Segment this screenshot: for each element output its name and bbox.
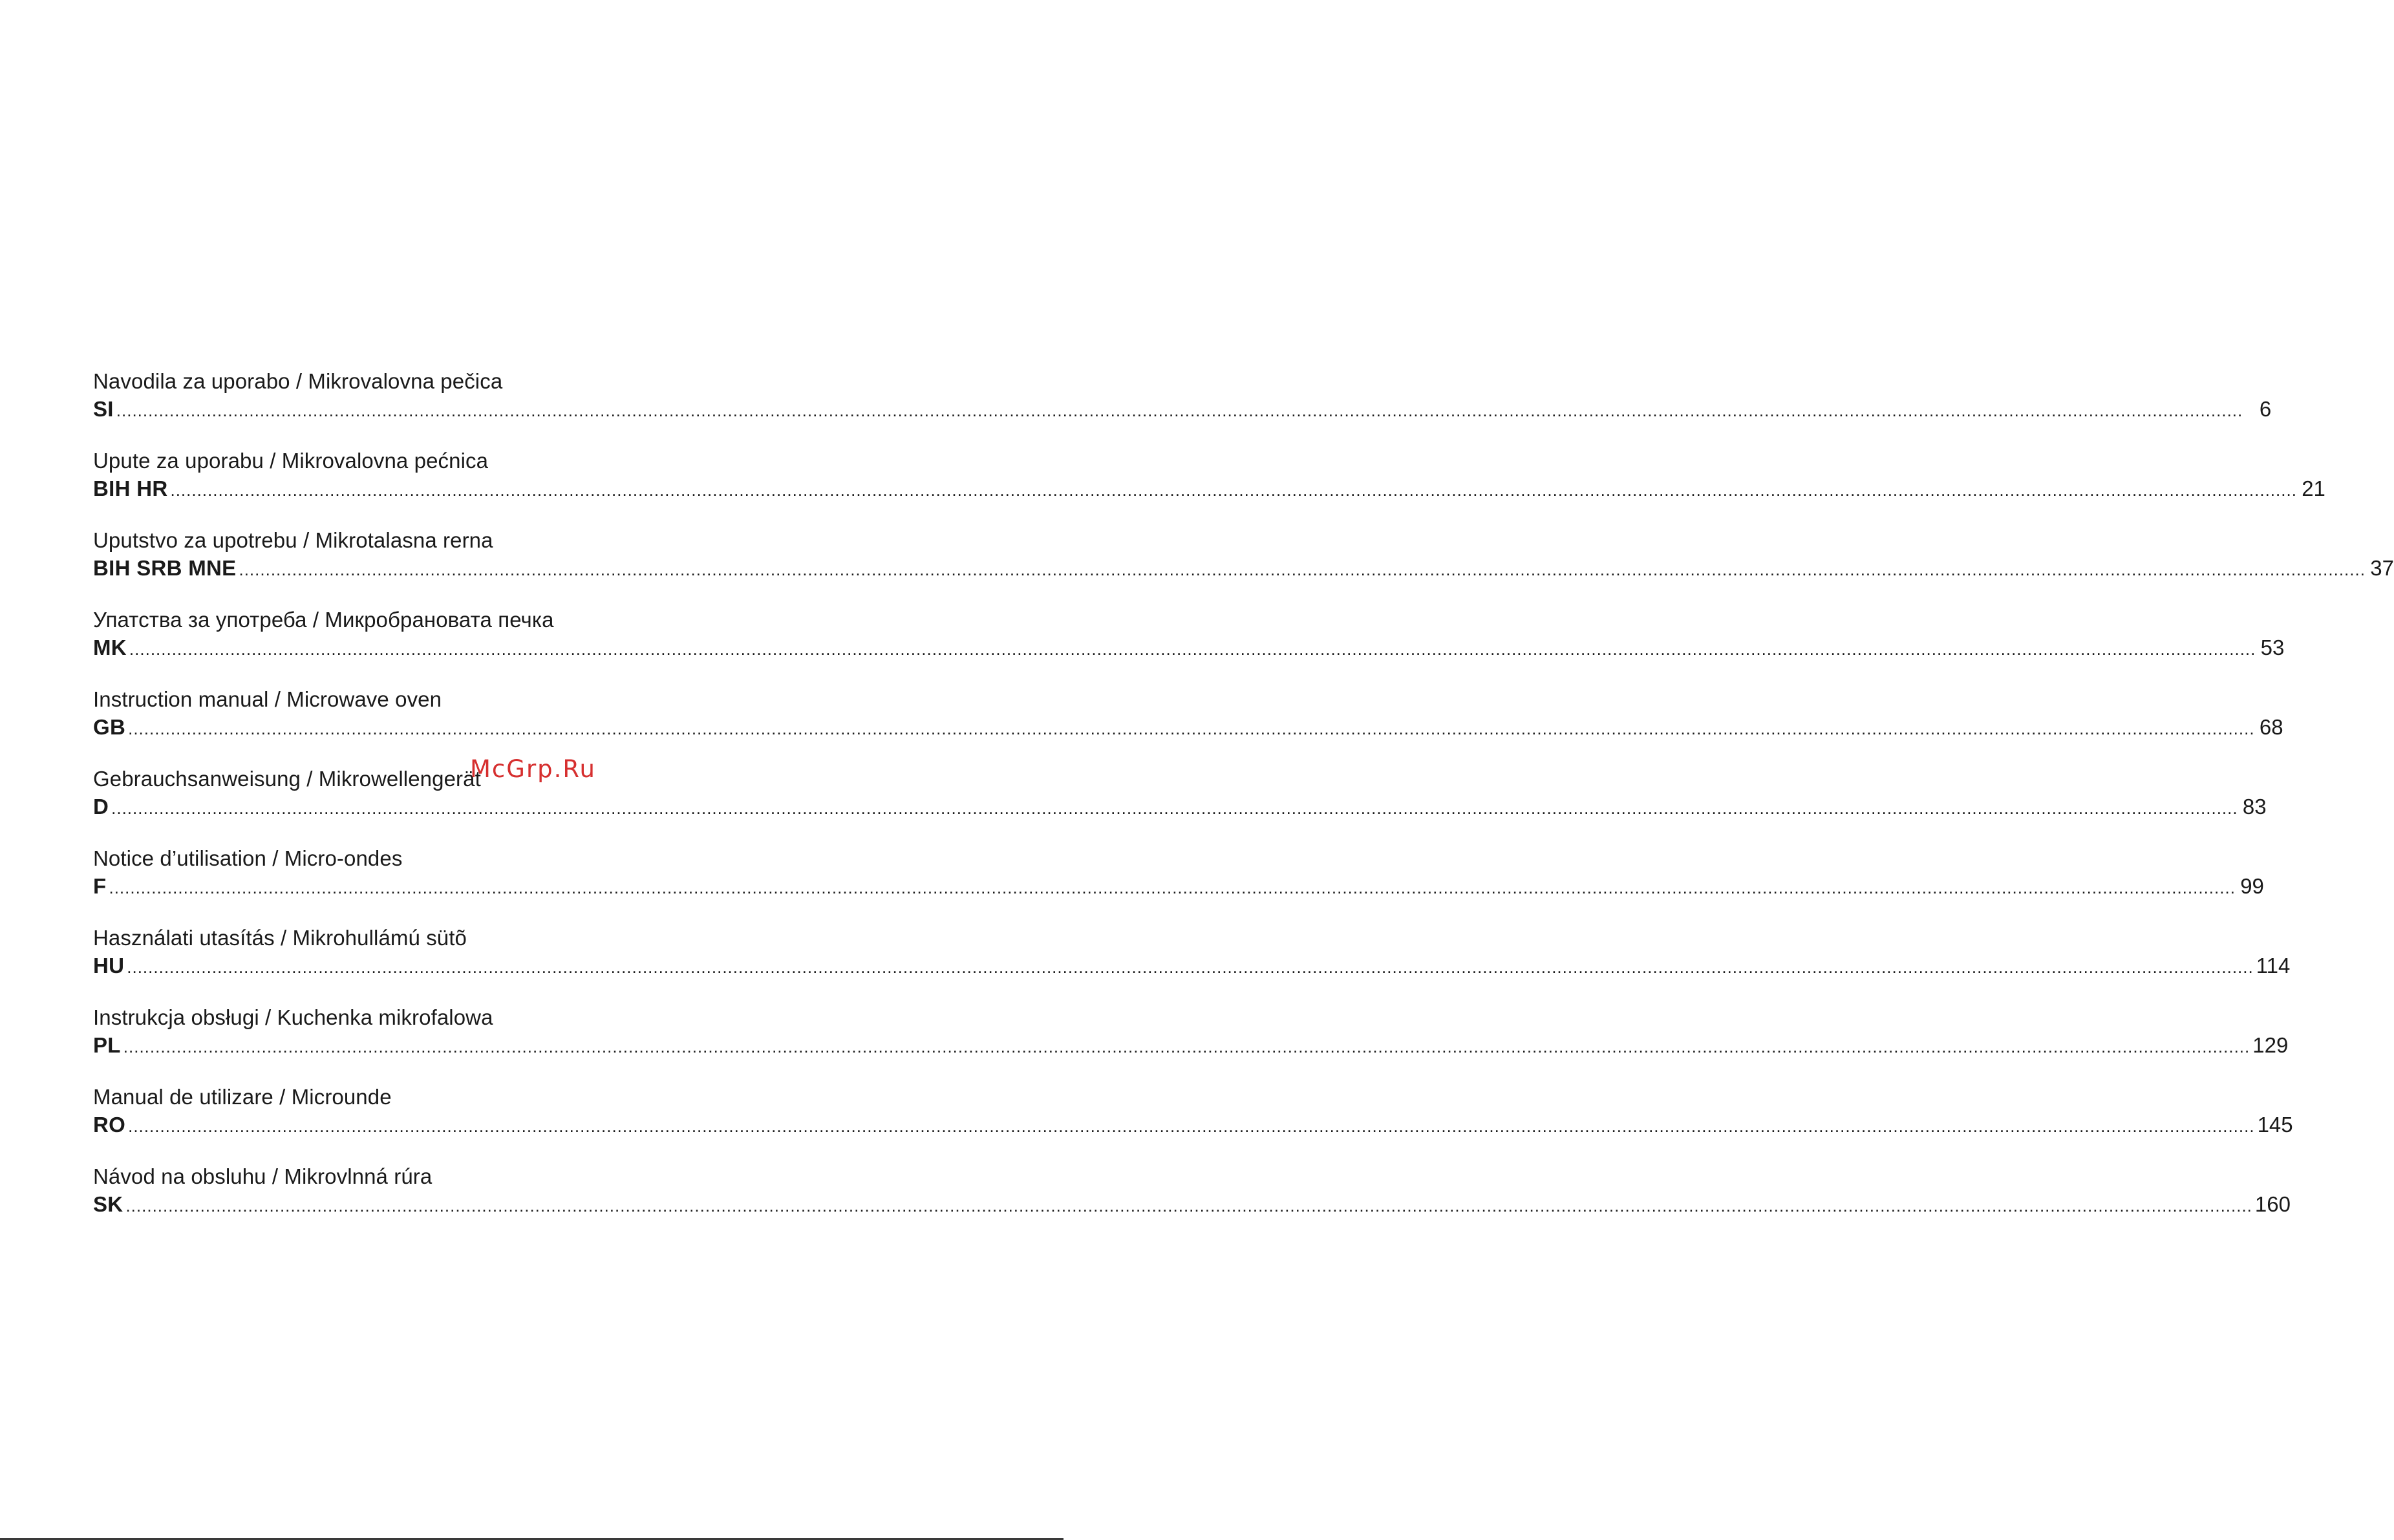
toc-entry-title: Manual de utilizare / Microunde xyxy=(93,1085,392,1109)
toc-entry-line xyxy=(93,1032,2289,1058)
toc-entry-line xyxy=(93,1192,2291,1217)
toc-entry[interactable] xyxy=(93,604,2285,684)
toc-entry-line xyxy=(93,873,2264,899)
toc-entry-dot-leader: ................................................................................................................................................................................................................................................................................................................................................................................................................ xyxy=(116,401,2243,420)
toc-entry-language-code: MK xyxy=(93,636,127,659)
toc-entry[interactable] xyxy=(93,525,2394,604)
toc-entry-page-number: 145 xyxy=(2257,1113,2293,1137)
toc-entry-title: Navodila za uporabo / Mikrovalovna pečica xyxy=(93,369,503,393)
toc-entry-title: Упатства за употреба / Микробрановата печка xyxy=(93,608,554,632)
toc-entry-line xyxy=(93,396,2272,422)
toc-entry-page-number: 129 xyxy=(2252,1033,2289,1057)
toc-entry-page-number: 68 xyxy=(2259,715,2283,739)
toc-entry-title: Notice d’utilisation / Micro-ondes xyxy=(93,846,403,870)
toc-entry-line xyxy=(93,794,2267,820)
toc-entry-line xyxy=(93,953,2291,979)
toc-entry-title: Gebrauchsanweisung / Mikrowellengerät xyxy=(93,767,481,791)
toc-entry[interactable] xyxy=(93,1002,2289,1082)
toc-entry[interactable] xyxy=(93,1082,2293,1161)
toc-entry-page-number: 37 xyxy=(2370,556,2394,580)
toc-entry-page-number: 160 xyxy=(2254,1192,2291,1216)
toc-entry-dot-leader: ................................................................................................................................................................................................................................................................................................................................................................................................................ xyxy=(128,1117,2255,1136)
toc-entry[interactable] xyxy=(93,684,2283,764)
toc-entry-dot-leader: ................................................................................................................................................................................................................................................................................................................................................................................................................ xyxy=(123,1037,2250,1056)
toc-entry-line xyxy=(93,635,2285,661)
toc-entry[interactable] xyxy=(93,445,2325,525)
toc-entry-language-code: SK xyxy=(93,1192,123,1216)
toc-entry-line xyxy=(93,714,2283,740)
toc-entry[interactable] xyxy=(93,843,2264,923)
toc-entry-title: Upute za uporabu / Mikrovalovna pećnica xyxy=(93,449,489,473)
toc-entry-title: Instrukcja obsługi / Kuchenka mikrofalowa xyxy=(93,1005,493,1029)
toc-entry-language-code: BIH HR xyxy=(93,476,168,500)
toc-entry-title: Instruction manual / Microwave oven xyxy=(93,687,442,711)
toc-entry-title: Návod na obsluhu / Mikrovlnná rúra xyxy=(93,1164,433,1188)
toc-entry-page-number: 99 xyxy=(2240,874,2264,898)
toc-entry-dot-leader: ................................................................................................................................................................................................................................................................................................................................................................................................................ xyxy=(127,957,2254,977)
toc-entry[interactable] xyxy=(93,1161,2291,1241)
toc-entry-language-code: PL xyxy=(93,1033,121,1057)
toc-entry-language-code: D xyxy=(93,795,109,818)
toc-entry[interactable] xyxy=(93,366,2272,445)
toc-entry-line xyxy=(93,476,2325,502)
toc-entry-line xyxy=(93,555,2394,581)
toc-entry-page-number: 21 xyxy=(2302,476,2325,500)
toc-entry-dot-leader: ................................................................................................................................................................................................................................................................................................................................................................................................................ xyxy=(239,560,2366,579)
toc-entry-dot-leader: ................................................................................................................................................................................................................................................................................................................................................................................................................ xyxy=(109,878,2236,897)
toc-entry-line xyxy=(93,1112,2293,1138)
toc-entry-page-number: 114 xyxy=(2256,954,2291,978)
toc-entry-dot-leader: ................................................................................................................................................................................................................................................................................................................................................................................................................ xyxy=(111,798,2238,818)
toc-entry-language-code: HU xyxy=(93,954,125,978)
toc-entry-dot-leader: ................................................................................................................................................................................................................................................................................................................................................................................................................ xyxy=(128,719,2255,738)
table-of-contents xyxy=(93,366,2394,1241)
toc-entry[interactable] xyxy=(93,923,2291,1002)
toc-entry-language-code: SI xyxy=(93,397,114,421)
toc-entry-dot-leader: ................................................................................................................................................................................................................................................................................................................................................................................................................ xyxy=(125,1196,2252,1215)
toc-entry-language-code: BIH SRB MNE xyxy=(93,556,237,580)
toc-entry-page-number: 53 xyxy=(2260,636,2285,659)
toc-entry-language-code: F xyxy=(93,874,107,898)
watermark: McGrp.Ru xyxy=(470,755,596,783)
toc-entry-language-code: RO xyxy=(93,1113,126,1137)
toc-entry-dot-leader: ................................................................................................................................................................................................................................................................................................................................................................................................................ xyxy=(129,639,2256,659)
toc-entry-title: Uputstvo za upotrebu / Mikrotalasna rerna xyxy=(93,528,493,552)
toc-entry-dot-leader: ................................................................................................................................................................................................................................................................................................................................................................................................................ xyxy=(170,480,2297,500)
toc-entry-page-number: 83 xyxy=(2242,795,2267,818)
toc-entry-title: Használati utasítás / Mikrohullámú sütõ xyxy=(93,926,467,950)
toc-entry-language-code: GB xyxy=(93,715,126,739)
toc-entry-page-number: 6 xyxy=(2259,397,2272,421)
